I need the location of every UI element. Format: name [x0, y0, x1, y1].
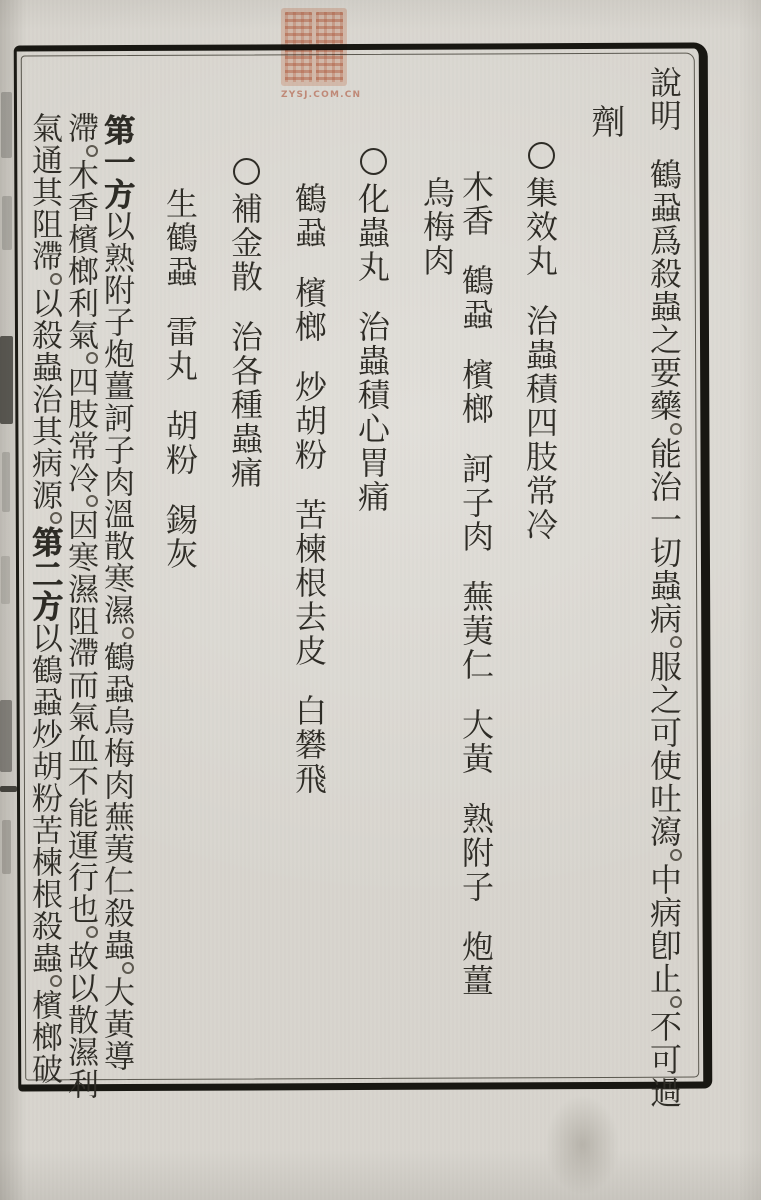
text-run: 苦楝根去皮: [290, 498, 328, 668]
formula-circle-marker: [360, 148, 387, 175]
column-huachong-wan-title: [353, 146, 391, 514]
text-run: 炒胡粉: [290, 370, 328, 472]
formula-circle-marker: [233, 158, 260, 185]
spine-fold-tick: [0, 786, 17, 792]
column-gap: [308, 344, 310, 370]
text-run: 蕪荑仁: [457, 580, 495, 682]
column-gap: [475, 332, 477, 358]
text-run: 木香: [457, 170, 495, 238]
column-gap: [308, 250, 310, 276]
text-run: 治各種蟲痛: [226, 320, 264, 490]
text-run: 不可過: [645, 1010, 683, 1109]
column-jixiao-wan-ingredients-cont: [418, 176, 456, 278]
column-gap: [475, 904, 477, 930]
text-run: 炮薑: [457, 930, 495, 998]
judou-punctuation-mark: [670, 423, 682, 435]
column-bujin-san-ingredients: [161, 187, 199, 571]
text-run: 大黃: [457, 708, 495, 776]
spine-fragment: [2, 820, 11, 874]
judou-punctuation-mark: [86, 145, 98, 157]
column-gap: [179, 383, 181, 409]
column-intro-continuation: [585, 104, 625, 138]
text-run: 能治一切蟲病: [645, 437, 683, 635]
text-run: 熟附子: [457, 802, 495, 904]
judou-punctuation-mark: [122, 962, 134, 974]
spine-fragment: [0, 336, 13, 424]
text-run: 治蟲積四肢常冷: [521, 304, 559, 542]
column-gap: [475, 682, 477, 708]
seal-icon: [281, 8, 347, 86]
text-run: 錫灰: [161, 503, 199, 571]
text-run: 鶴蝨爲殺蟲之要藥: [645, 158, 683, 422]
text-run: 雷丸: [161, 315, 199, 383]
column-commentary-3: [26, 112, 62, 1085]
text-run: 以熟附子炮薑訶子肉溫散寒濕: [98, 210, 134, 626]
spine-fragment: [0, 700, 12, 772]
judou-punctuation-mark: [86, 352, 98, 364]
text-run: 說明: [645, 66, 683, 132]
judou-punctuation-mark: [670, 849, 682, 861]
text-run: 胡粉: [161, 409, 199, 477]
column-gap: [475, 776, 477, 802]
text-run: 四肢常冷: [62, 366, 98, 494]
spine-fragment: [1, 556, 10, 604]
text-run: 檳榔破: [26, 989, 62, 1085]
text-run: 中病卽止: [645, 863, 683, 995]
column-gap: [308, 472, 310, 498]
judou-punctuation-mark: [122, 627, 134, 639]
text-run: 訶子肉: [457, 452, 495, 554]
column-gap: [475, 238, 477, 264]
text-run: 檳榔: [457, 358, 495, 426]
text-run: 白礬飛: [290, 694, 328, 796]
text-run: 以鶴蝨炒胡粉苦楝根殺蟲: [26, 622, 62, 974]
watermark-letters: ZYSJ.COM.CN: [281, 90, 362, 100]
column-gap: [663, 132, 665, 158]
column-commentary-2: [62, 112, 98, 1100]
judou-punctuation-mark: [86, 926, 98, 938]
text-run: 氣通其阻滯: [26, 112, 62, 272]
column-gap: [244, 294, 246, 320]
judou-punctuation-mark: [86, 495, 98, 507]
spine-fragment: [2, 452, 10, 512]
text-run: 大黃導: [98, 976, 134, 1072]
spine-fragment: [2, 196, 12, 250]
column-gap: [179, 477, 181, 503]
text-run: 補金散: [226, 192, 264, 294]
text-run: 化蟲丸: [353, 182, 391, 284]
column-bujin-san-title: [226, 156, 264, 490]
text-run: 劑: [585, 104, 625, 138]
column-gap: [179, 289, 181, 315]
text-run: 因寒濕阻滯而氣血不能運行也: [62, 509, 98, 925]
column-huachong-wan-ingredients: [290, 182, 328, 796]
text-run: 集效丸: [521, 176, 559, 278]
column-commentary-1: [98, 114, 134, 1072]
column-jixiao-wan-ingredients: [457, 170, 495, 998]
text-run: 第二方: [26, 526, 62, 622]
text-run: 鶴蝨烏梅肉蕪荑仁殺蟲: [98, 641, 134, 961]
judou-punctuation-mark: [50, 273, 62, 285]
column-section-heading-intro: [645, 66, 683, 1109]
judou-punctuation-mark: [50, 975, 62, 987]
text-run: 烏梅肉: [418, 176, 456, 278]
column-gap: [539, 278, 541, 304]
text-run: 滯: [62, 112, 98, 144]
column-jixiao-wan-title: [521, 140, 559, 542]
column-gap: [371, 284, 373, 310]
judou-punctuation-mark: [670, 636, 682, 648]
text-run: 生鶴蝨: [161, 187, 199, 289]
text-run: 鶴蝨: [290, 182, 328, 250]
judou-punctuation-mark: [670, 996, 682, 1008]
text-run: 故以散濕利: [62, 940, 98, 1100]
text-run: 第一方: [98, 114, 134, 210]
text-run: 鶴蝨: [457, 264, 495, 332]
red-seal-watermark: [281, 8, 362, 100]
column-gap: [475, 426, 477, 452]
text-run: 木香檳榔利氣: [62, 159, 98, 351]
text-run: 治蟲積心胃痛: [353, 310, 391, 514]
column-gap: [308, 668, 310, 694]
text-run: 服之可使吐瀉: [645, 650, 683, 848]
judou-punctuation-mark: [50, 512, 62, 524]
text-run: 檳榔: [290, 276, 328, 344]
paper-stain: [545, 1095, 620, 1195]
formula-circle-marker: [528, 142, 555, 169]
spine-fragment: [1, 92, 12, 158]
column-gap: [475, 554, 477, 580]
text-run: 以殺蟲治其病源: [26, 287, 62, 511]
